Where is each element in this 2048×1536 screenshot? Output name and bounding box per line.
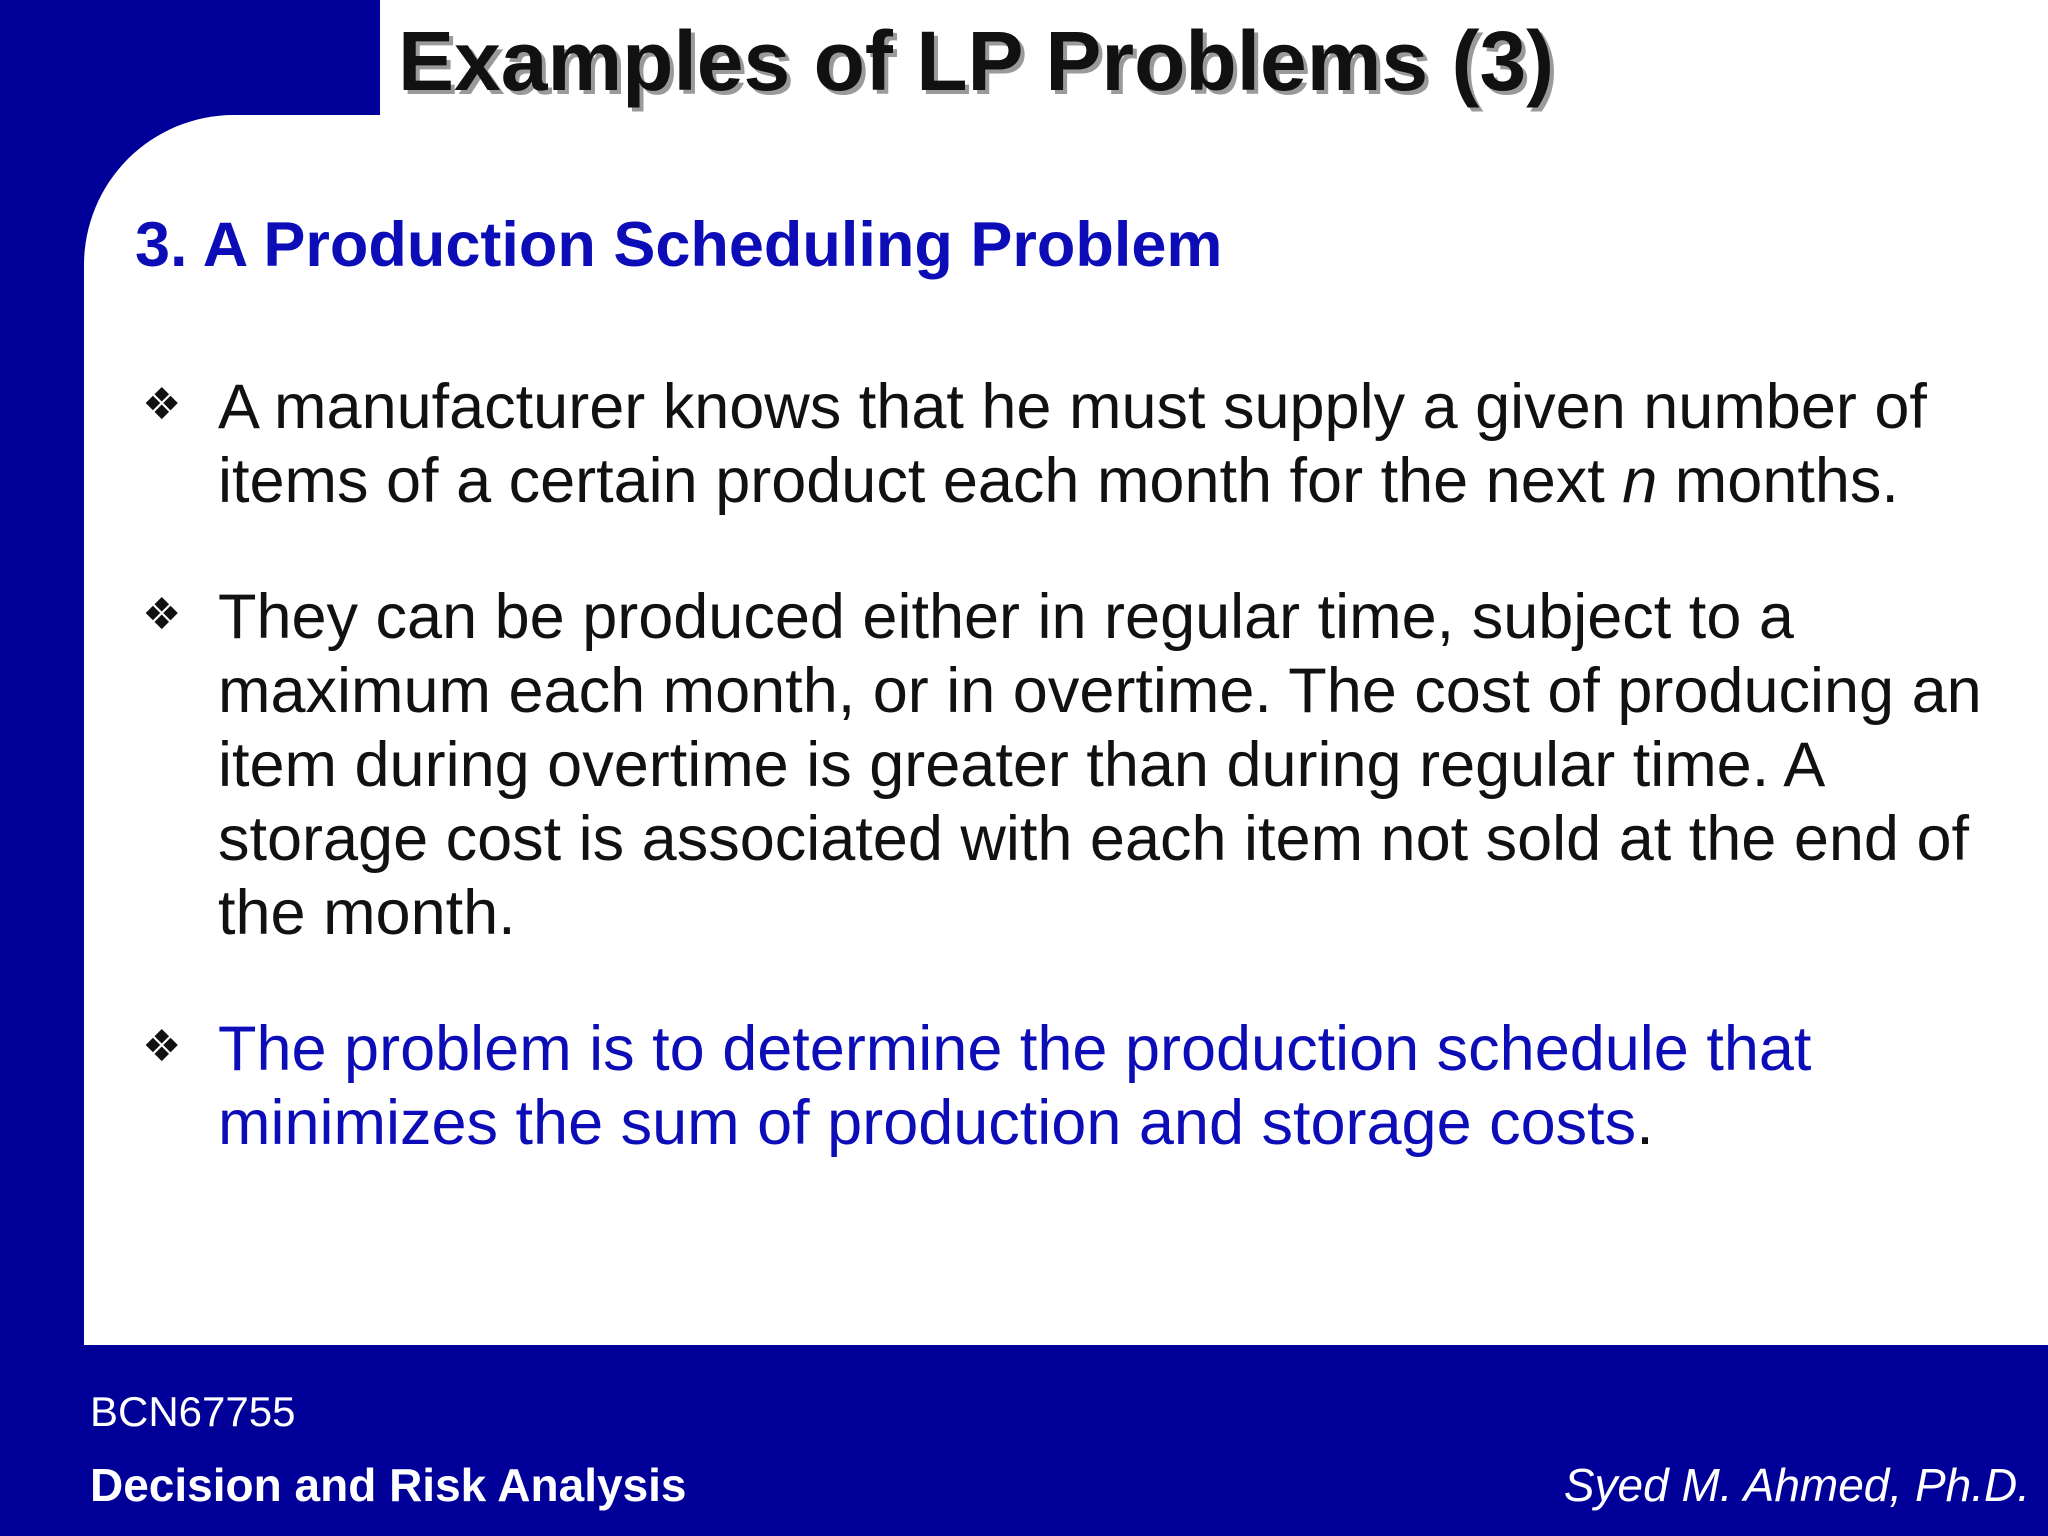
bullet-2-text: They can be produced either in regular time, subject to a maximum each month, or in overtime. The cost of producing an item during overtime is greater than during regular time. A storage cost is associated with each item not sold at the end of the month. [218, 582, 1982, 948]
footer-course-name: Decision and Risk Analysis [90, 1459, 687, 1511]
diamond-bullet-icon: ❖ [142, 1021, 182, 1072]
bullet-3-period: . [1636, 1088, 1654, 1158]
bullet-item-2 [140, 580, 2020, 950]
slide-title: Examples of LP Problems (3) [380, 0, 2048, 115]
footer-course-code: BCN67755 [90, 1388, 296, 1435]
bullet-list [140, 370, 2020, 1222]
diamond-bullet-icon: ❖ [142, 589, 182, 640]
slide-subtitle: 3. A Production Scheduling Problem [135, 210, 1223, 280]
bullet-item-1 [140, 370, 2020, 518]
bullet-1-italic-n: n [1622, 446, 1658, 516]
bullet-3-text: The problem is to determine the production schedule that minimizes the sum of production and storage costs [218, 1014, 1812, 1158]
diamond-bullet-icon: ❖ [142, 379, 182, 430]
footer-author: Syed M. Ahmed, Ph.D. [1563, 1459, 2030, 1511]
bullet-1-text: A manufacturer knows that he must supply a given number of items of a certain product each month for the next [218, 372, 1927, 516]
bullet-item-3 [140, 1012, 2020, 1160]
bullet-1-text-end: months. [1657, 446, 1899, 516]
